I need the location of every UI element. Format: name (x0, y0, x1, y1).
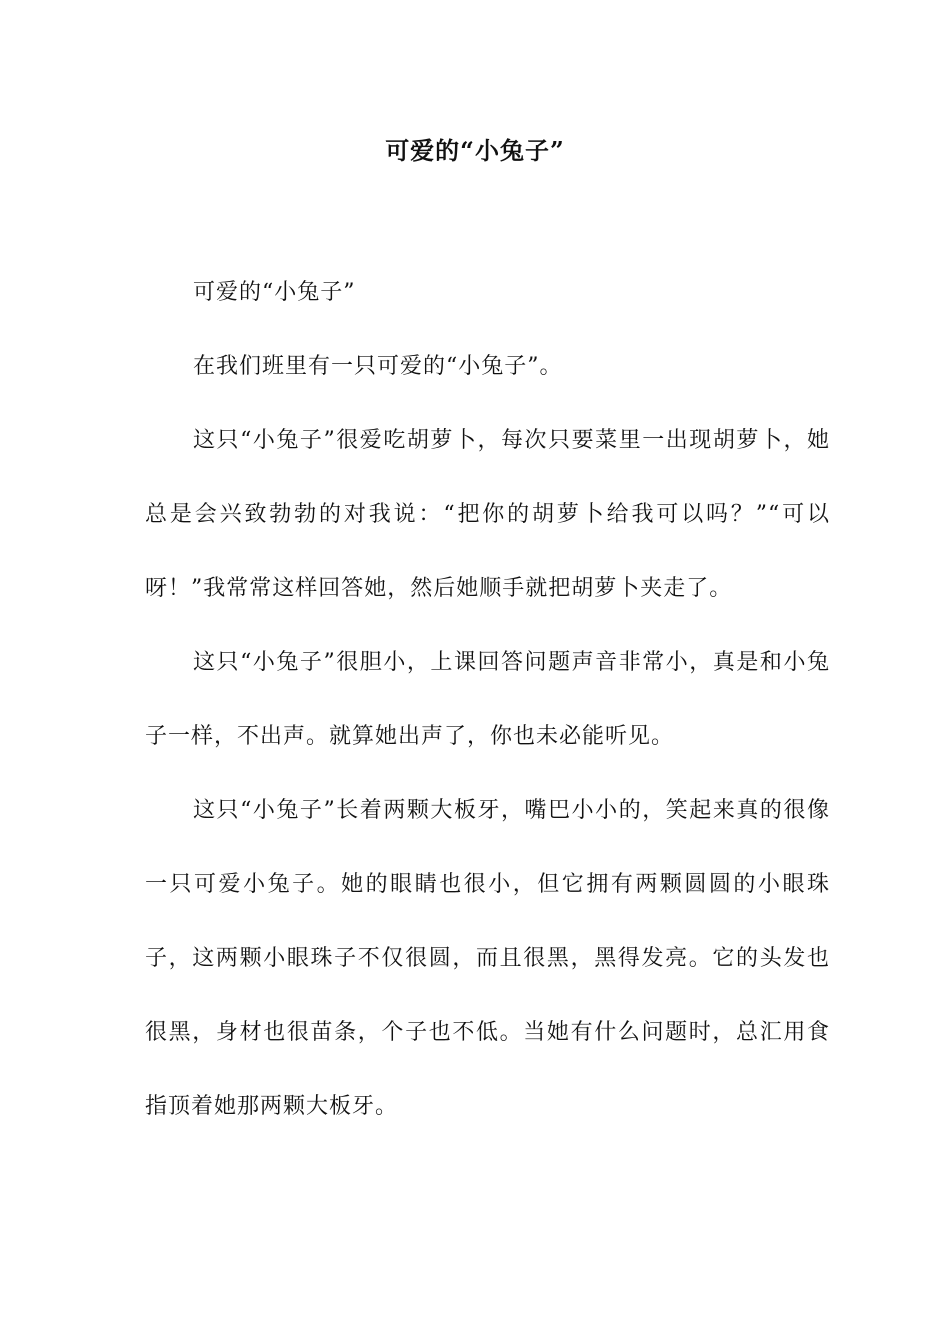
paragraph: 这只“小兔子”很胆小，上课回答问题声音非常小，真是和小兔子一样，不出声。就算她出声了，你也未必能听见。 (145, 650, 830, 749)
document-title: 可爱的“小兔子” (385, 136, 565, 165)
paragraph-subtitle: 可爱的“小兔子” (193, 280, 356, 305)
paragraph: 在我们班里有一只可爱的“小兔子”。 (193, 354, 563, 379)
paragraph: 这只“小兔子”长着两颗大板牙，嘴巴小小的，笑起来真的很像一只可爱小兔子。她的眼睛也很小，但它拥有两颗圆圆的小眼珠子，这两颗小眼珠子不仅很圆，而且很黑，黑得发亮。它的头发也很黑，身材也很苗条，个子也不低。当她有什么问题时，总汇用食指顶着她那两颗大板牙。 (145, 798, 830, 1119)
document-body (145, 256, 830, 1144)
paragraph: 这只“小兔子”很爱吃胡萝卜，每次只要菜里一出现胡萝卜，她总是会兴致勃勃的对我说：“把你的胡萝卜给我可以吗？”“可以呀！”我常常这样回答她，然后她顺手就把胡萝卜夹走了。 (145, 428, 830, 601)
